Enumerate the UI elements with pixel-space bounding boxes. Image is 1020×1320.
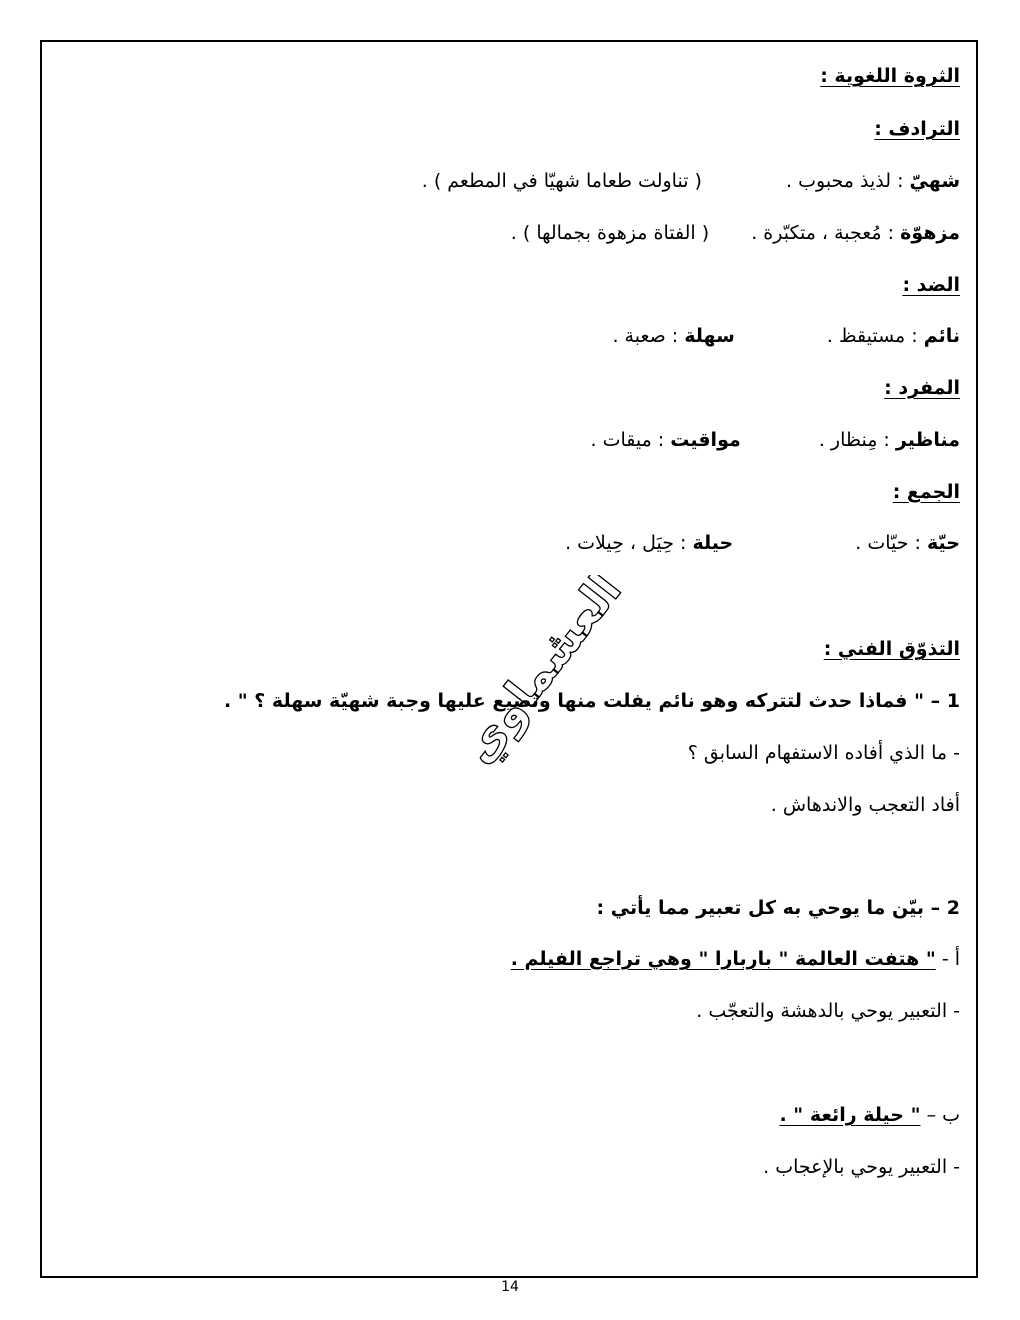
antonyms-heading: الضد : — [902, 274, 960, 296]
question-1-text: " فماذا حدث لتتركه وهو نائم يفلت منها وتضيع عليها وجبة شهيّة سهلة ؟ " . — [223, 690, 925, 712]
question-1-number: 1 – — [930, 690, 960, 712]
singular-heading: المفرد : — [884, 377, 960, 399]
synonym-example: ( الفتاة مزهوة بجمالها ) . — [510, 222, 710, 244]
question-2-number: 2 – — [930, 897, 960, 919]
synonym-row-2 — [511, 221, 960, 245]
question-1-answer: أفاد التعجب والاندهاش . — [770, 794, 960, 816]
question-2b-label: ب – — [926, 1104, 960, 1126]
antonym-meaning: : مستيقظ . — [826, 325, 918, 347]
synonym-word: مزهوّة — [900, 222, 960, 244]
singular-word: مواقيت — [670, 429, 741, 451]
antonym-row — [612, 324, 960, 348]
plural-row — [565, 531, 960, 555]
synonym-row-1 — [422, 169, 960, 193]
synonym-meaning: : مُعجبة ، متكبّرة . — [751, 222, 895, 244]
question-2b — [779, 1103, 960, 1127]
question-2b-answer: - التعبير يوحي بالإعجاب . — [763, 1156, 960, 1178]
antonym-meaning: : صعبة . — [612, 325, 679, 347]
question-2b-text: " حيلة رائعة " . — [779, 1104, 921, 1126]
question-1 — [224, 689, 960, 713]
plural-meaning: : حيّات . — [855, 532, 921, 554]
watermark-text: العشماوي — [450, 575, 632, 774]
antonym-word: سهلة — [684, 325, 735, 347]
question-1-prompt: - ما الذي أفاده الاستفهام السابق ؟ — [687, 742, 960, 764]
antonym-word: نائم — [923, 325, 960, 347]
question-2 — [597, 896, 960, 920]
question-2a-text: " هتفت العالمة " باربارا " وهي تراجع الفيلم . — [510, 948, 936, 970]
question-2a — [511, 947, 960, 971]
synonym-word: شهيّ — [909, 170, 960, 192]
synonyms-heading: الترادف : — [874, 118, 960, 140]
page-number: 14 — [501, 1279, 519, 1295]
synonym-meaning: : لذيذ محبوب . — [786, 170, 904, 192]
plural-meaning: : حِيَل ، حِيلات . — [565, 532, 687, 554]
singular-meaning: : ميقات . — [590, 429, 665, 451]
plural-heading: الجمع : — [892, 481, 960, 503]
question-2a-answer: - التعبير يوحي بالدهشة والتعجّب . — [696, 1000, 960, 1022]
plural-word: حيّة — [927, 532, 960, 554]
singular-meaning: : مِنظار . — [818, 429, 890, 451]
question-2a-label: أ - — [941, 948, 960, 970]
synonym-example: ( تناولت طعاما شهيّا في المطعم ) . — [421, 170, 702, 192]
singular-row — [590, 428, 960, 452]
plural-word: حيلة — [692, 532, 734, 554]
question-2-text: بيّن ما يوحي به كل تعبير مما يأتي : — [596, 897, 925, 919]
appreciation-heading: التذوّق الفني : — [823, 638, 960, 660]
singular-word: مناظير — [895, 429, 960, 451]
vocab-heading: الثروة اللغوية : — [820, 65, 960, 87]
